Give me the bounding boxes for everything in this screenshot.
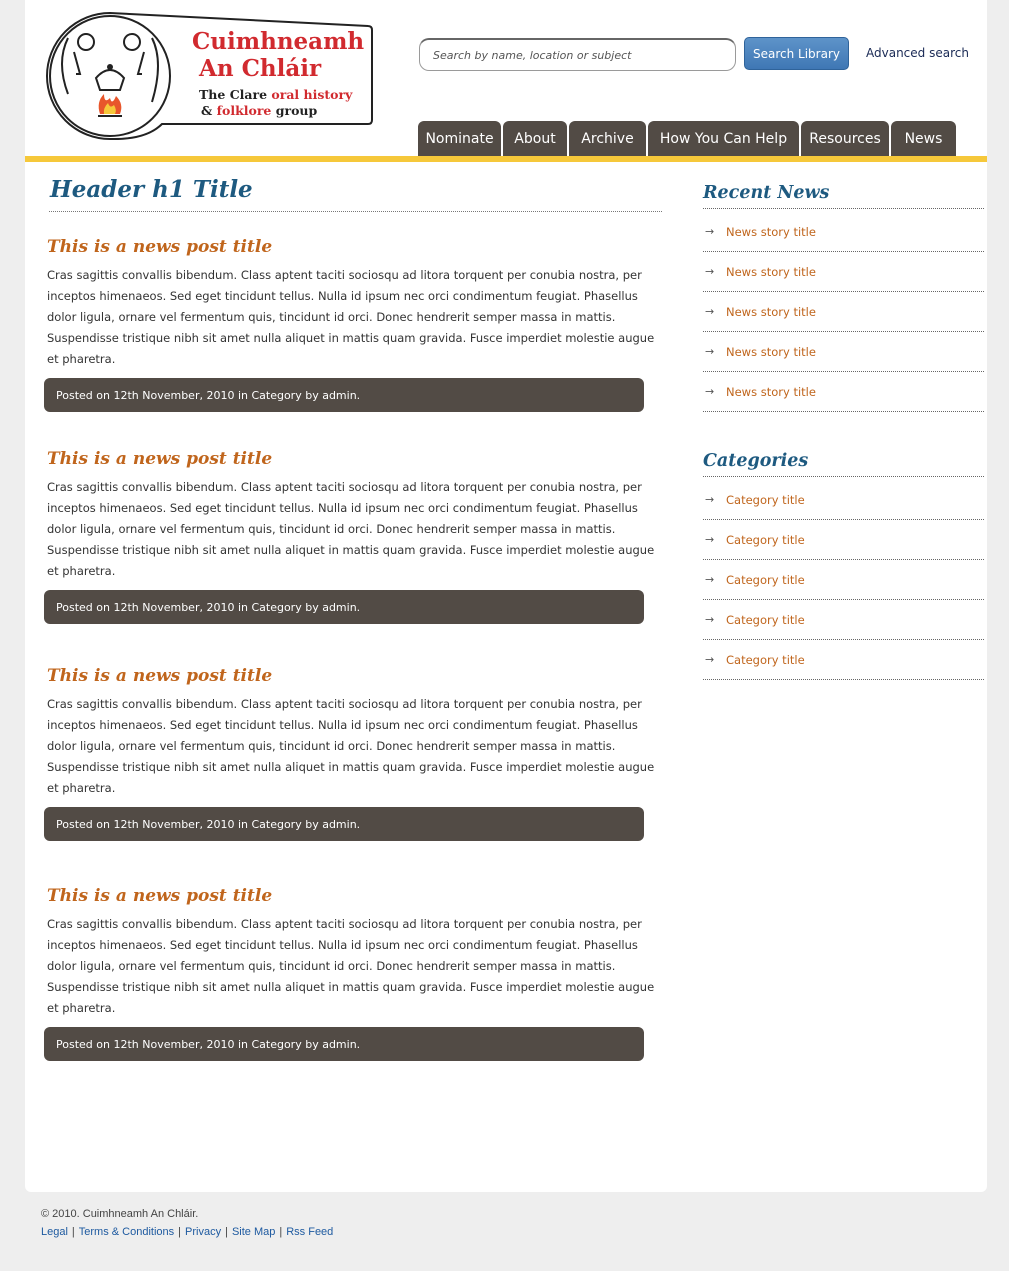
list-item [703, 292, 984, 332]
news-story-link[interactable]: News story title [726, 384, 816, 399]
main-nav [418, 121, 956, 157]
list-item [703, 480, 984, 520]
list-item [703, 640, 984, 680]
nav-tab-archive[interactable]: Archive [569, 121, 646, 157]
page-container [25, 0, 987, 1192]
footer-link-rss-feed[interactable]: Rss Feed [286, 1226, 334, 1238]
news-story-link[interactable]: News story title [726, 264, 816, 279]
arrow-right-icon: → [705, 265, 715, 278]
logo-title-line1: Cuimhneamh [192, 28, 365, 55]
logo-tagline-line2 [201, 103, 317, 118]
arrow-right-icon: → [705, 345, 715, 358]
category-link[interactable]: Category title [726, 492, 805, 507]
news-story-link[interactable]: News story title [726, 224, 816, 239]
list-item [703, 372, 984, 412]
arrow-right-icon: → [705, 573, 715, 586]
nav-tab-nominate[interactable]: Nominate [418, 121, 501, 157]
list-item [703, 332, 984, 372]
page-title: Header h1 Title [49, 176, 662, 212]
news-story-link[interactable]: News story title [726, 304, 816, 319]
logo-tag-folklore: folklore [216, 103, 272, 118]
footer-links [41, 1226, 333, 1238]
footer-copyright: © 2010. Cuimhneamh An Chláir. [41, 1208, 199, 1220]
header-accent-bar [25, 156, 987, 162]
footer-separator: | [178, 1226, 182, 1238]
footer-link-site-map[interactable]: Site Map [231, 1226, 276, 1238]
nav-tab-news[interactable]: News [891, 121, 956, 157]
categories-list [703, 480, 984, 680]
list-item [703, 520, 984, 560]
categories-heading: Categories [703, 451, 984, 477]
footer-separator: | [279, 1226, 283, 1238]
arrow-right-icon: → [705, 225, 715, 238]
footer-link-terms[interactable]: Terms & Conditions [78, 1226, 175, 1238]
post-title[interactable]: This is a news post title [47, 237, 273, 257]
category-link[interactable]: Category title [726, 532, 805, 547]
category-link[interactable]: Category title [726, 572, 805, 587]
list-item [703, 600, 984, 640]
logo-tagline-line1 [199, 87, 352, 102]
list-item [703, 560, 984, 600]
list-item [703, 212, 984, 252]
post-meta-bar: Posted on 12th November, 2010 in Category by admin. [44, 807, 644, 841]
arrow-right-icon: → [705, 653, 715, 666]
arrow-right-icon: → [705, 493, 715, 506]
logo-title-line2: An Chláir [199, 55, 322, 82]
nav-tab-how-you-can-help[interactable]: How You Can Help [648, 121, 799, 157]
logo-tag-oral-history: oral history [271, 87, 353, 102]
post-body: Cras sagittis convallis bibendum. Class aptent taciti sociosqu ad litora torquent per conubia nostra, per inceptos himenaeos. Sed eget tincidunt tellus. Nulla id ipsum nec orci condimentum feugiat. Phasellus dolor ligula, ornare vel fermentum quis, tincidunt id orci. Donec hendrerit semper massa in mattis. Suspendisse tristique nibh sit amet nulla aliquet in mattis quam gravida. Fusce imperdiet molestie augue et pharetra. [47, 480, 655, 578]
search-library-button[interactable]: Search Library [744, 37, 849, 70]
logo-tag-the-clare: The Clare [199, 87, 272, 102]
post-title[interactable]: This is a news post title [47, 886, 273, 906]
recent-news-heading: Recent News [703, 183, 984, 209]
list-item [703, 252, 984, 292]
news-story-link[interactable]: News story title [726, 344, 816, 359]
arrow-right-icon: → [705, 385, 715, 398]
category-link[interactable]: Category title [726, 612, 805, 627]
post-meta-bar: Posted on 12th November, 2010 in Category by admin. [44, 378, 644, 412]
site-logo[interactable] [46, 12, 374, 140]
nav-tab-about[interactable]: About [503, 121, 567, 157]
category-link[interactable]: Category title [726, 652, 805, 667]
post-body: Cras sagittis convallis bibendum. Class aptent taciti sociosqu ad litora torquent per conubia nostra, per inceptos himenaeos. Sed eget tincidunt tellus. Nulla id ipsum nec orci condimentum feugiat. Phasellus dolor ligula, ornare vel fermentum quis, tincidunt id orci. Donec hendrerit semper massa in mattis. Suspendisse tristique nibh sit amet nulla aliquet in mattis quam gravida. Fusce imperdiet molestie augue et pharetra. [47, 268, 655, 366]
footer-link-legal[interactable]: Legal [41, 1226, 68, 1238]
arrow-right-icon: → [705, 533, 715, 546]
arrow-right-icon: → [705, 613, 715, 626]
post-meta-bar: Posted on 12th November, 2010 in Category by admin. [44, 590, 644, 624]
recent-news-list [703, 212, 984, 412]
footer-separator: | [225, 1226, 228, 1238]
post-body: Cras sagittis convallis bibendum. Class aptent taciti sociosqu ad litora torquent per conubia nostra, per inceptos himenaeos. Sed eget tincidunt tellus. Nulla id ipsum nec orci condimentum feugiat. Phasellus dolor ligula, ornare vel fermentum quis, tincidunt id orci. Donec hendrerit semper massa in mattis. Suspendisse tristique nibh sit amet nulla aliquet in mattis quam gravida. Fusce imperdiet molestie augue et pharetra. [47, 697, 655, 795]
search-input[interactable] [419, 38, 736, 71]
arrow-right-icon: → [705, 305, 715, 318]
logo-tag-group: group [271, 103, 318, 118]
post-title[interactable]: This is a news post title [47, 666, 273, 686]
logo-tag-amp: & [201, 103, 217, 118]
footer-separator: | [71, 1226, 75, 1238]
nav-tab-resources[interactable]: Resources [801, 121, 889, 157]
post-body: Cras sagittis convallis bibendum. Class aptent taciti sociosqu ad litora torquent per conubia nostra, per inceptos himenaeos. Sed eget tincidunt tellus. Nulla id ipsum nec orci condimentum feugiat. Phasellus dolor ligula, ornare vel fermentum quis, tincidunt id orci. Donec hendrerit semper massa in mattis. Suspendisse tristique nibh sit amet nulla aliquet in mattis quam gravida. Fusce imperdiet molestie augue et pharetra. [47, 917, 655, 1015]
post-meta-bar: Posted on 12th November, 2010 in Category by admin. [44, 1027, 644, 1061]
post-title[interactable]: This is a news post title [47, 449, 273, 469]
advanced-search-link[interactable]: Advanced search [866, 46, 969, 60]
footer-link-privacy[interactable]: Privacy [185, 1226, 222, 1238]
